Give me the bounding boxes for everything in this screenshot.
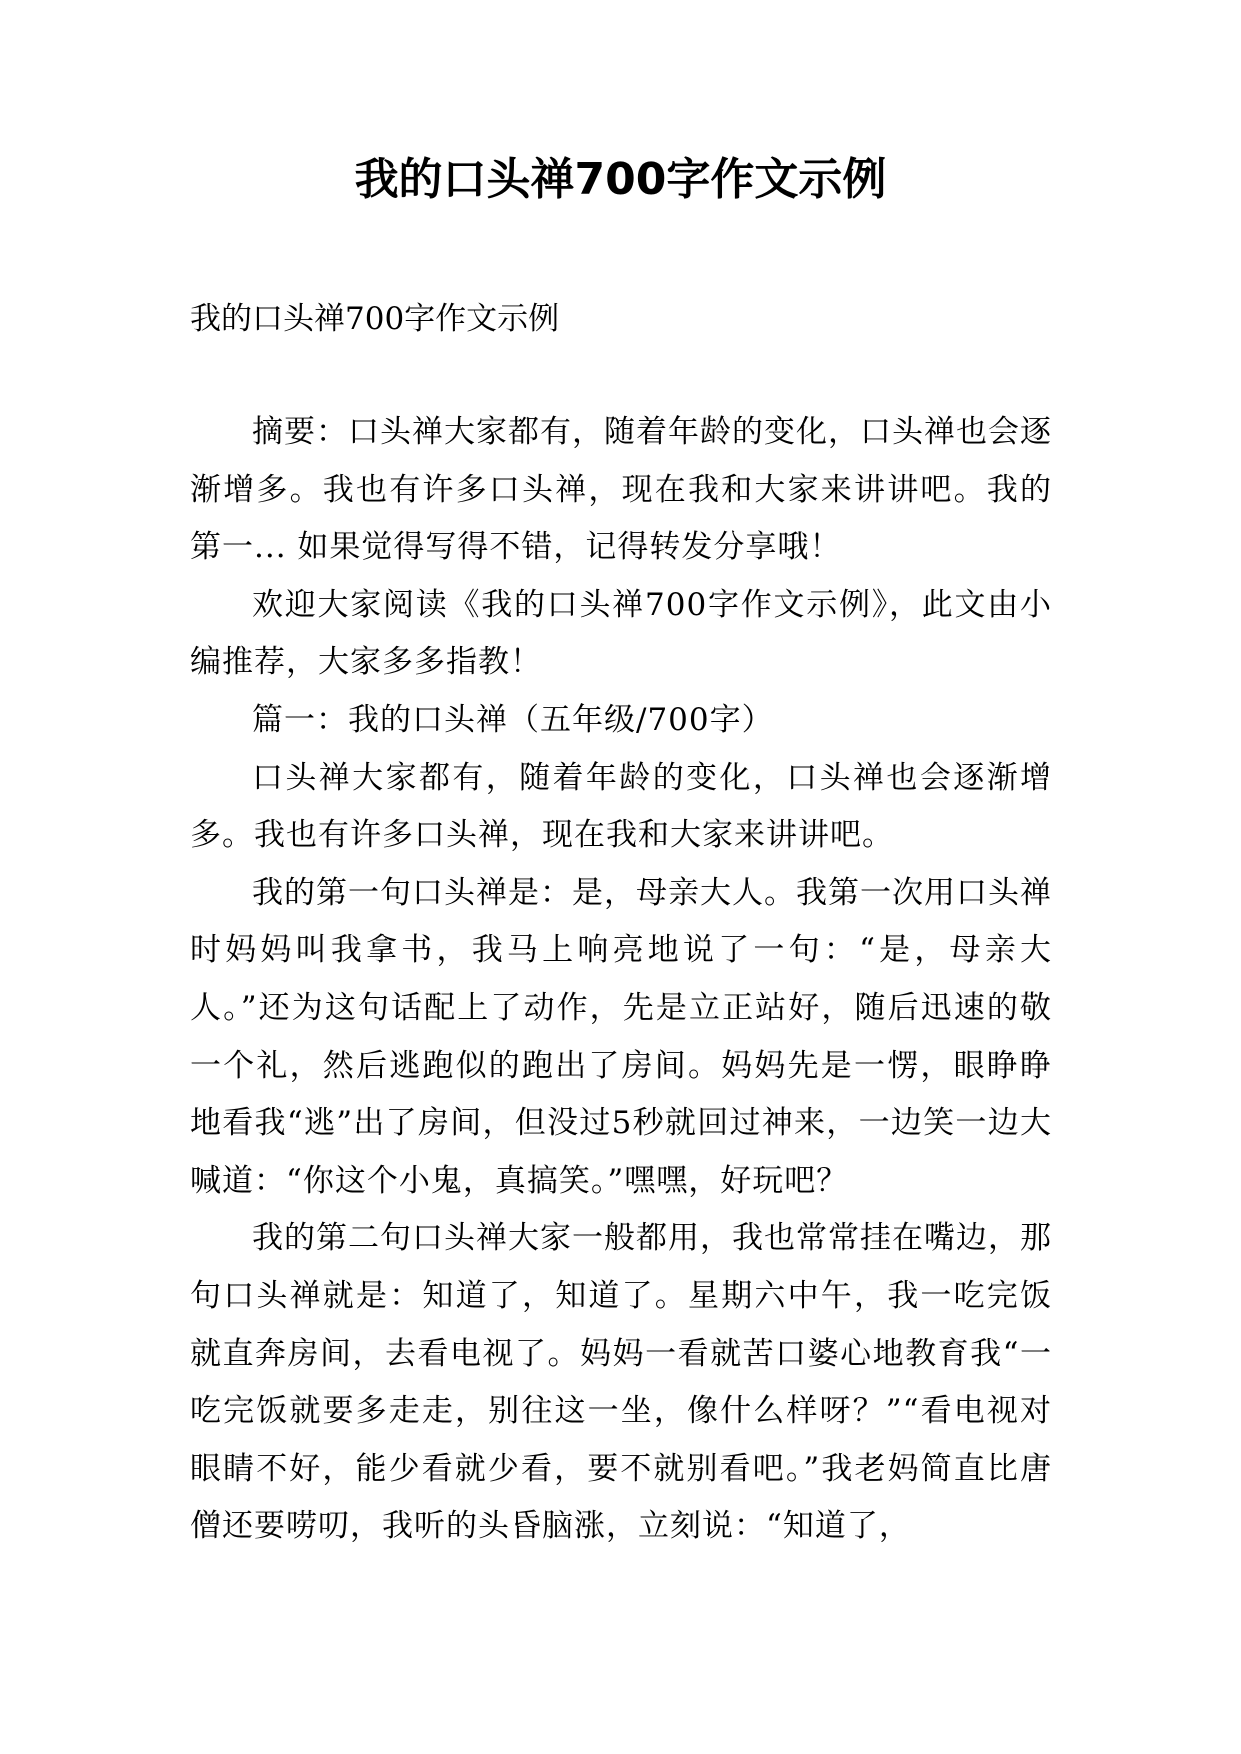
document-title: 我的口头禅700字作文示例 bbox=[354, 154, 887, 205]
document-subtitle: 我的口头禅700字作文示例 bbox=[190, 301, 560, 337]
paragraph-first-catchphrase: 我的第一句口头禅是：是，母亲大人。我第一次用口头禅时妈妈叫我拿书，我马上响亮地说了一句：“是，母亲大人。”还为这句话配上了动作，先是立正站好，随后迅速的敬一个礼，然后逃跑似的跑出了房间。妈妈先是一愣，眼睁睁地看我“逃”出了房间，但没过5秒就回过神来，一边笑一边大喊道：“你这个小鬼，真搞笑。”嘿嘿，好玩吧？ bbox=[190, 874, 1052, 1199]
document-body bbox=[190, 404, 1052, 1556]
paragraph-abstract: 摘要：口头禅大家都有，随着年龄的变化，口头禅也会逐渐增多。我也有许多口头禅，现在我和大家来讲讲吧。我的第一... 如果觉得写得不错，记得转发分享哦！ bbox=[190, 414, 1052, 566]
paragraph-section-heading: 篇一：我的口头禅（五年级/700字） bbox=[252, 701, 774, 738]
paragraph-welcome: 欢迎大家阅读《我的口头禅700字作文示例》，此文由小编推荐，大家多多指教！ bbox=[190, 586, 1052, 681]
paragraph-intro: 口头禅大家都有，随着年龄的变化，口头禅也会逐渐增多。我也有许多口头禅，现在我和大家来讲讲吧。 bbox=[190, 759, 1052, 854]
paragraph-second-catchphrase: 我的第二句口头禅大家一般都用，我也常常挂在嘴边，那句口头禅就是：知道了，知道了。星期六中午，我一吃完饭就直奔房间，去看电视了。妈妈一看就苦口婆心地教育我“一吃完饭就要多走走，别往这一坐，像什么样呀？”“看电视对眼睛不好，能少看就少看，要不就别看吧。”我老妈简直比唐僧还要唠叨，我听的头昏脑涨，立刻说：“知道了， bbox=[190, 1220, 1052, 1545]
